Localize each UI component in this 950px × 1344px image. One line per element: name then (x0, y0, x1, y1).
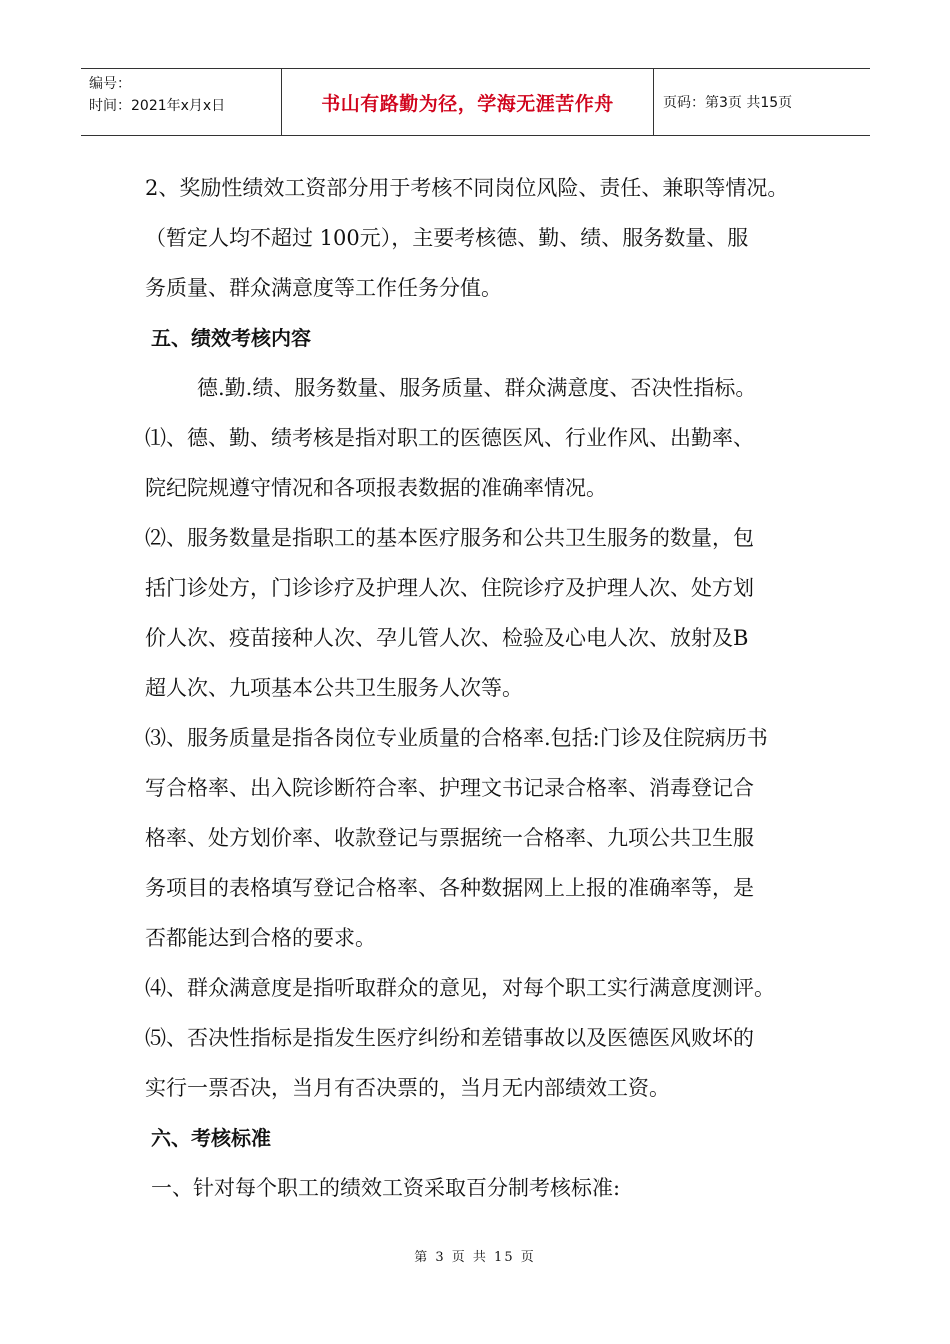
section-heading-5: 五、绩效考核内容 (151, 326, 311, 350)
paragraph-line: 否都能达到合格的要求。 (145, 926, 376, 950)
header-table (81, 68, 870, 136)
paragraph-line: 务项目的表格填写登记合格率、各种数据网上上报的准确率等，是 (145, 876, 754, 900)
paragraph-line: 务质量、群众满意度等工作任务分值。 (145, 276, 502, 300)
section-heading-6: 六、考核标准 (151, 1126, 271, 1150)
document-body (145, 163, 815, 1213)
paragraph-line: 一、针对每个职工的绩效工资采取百分制考核标准: (151, 1176, 621, 1200)
document-time-label: 时间：2021年x月x日 (89, 98, 226, 114)
paragraph-line: 实行一票否决，当月有否决票的，当月无内部绩效工资。 (145, 1076, 670, 1100)
paragraph-line: 价人次、疫苗接种人次、孕儿管人次、检验及心电人次、放射及B (145, 626, 749, 650)
paragraph-line: 格率、处方划价率、收款登记与票据统一合格率、九项公共卫生服 (145, 826, 754, 850)
paragraph-line: ⑴、德、勤、绩考核是指对职工的医德医风、行业作风、出勤率、 (145, 426, 754, 450)
header-meta-cell (81, 69, 282, 135)
page-footer: 第 3 页 共 15 页 (414, 1250, 536, 1265)
header-page-cell (654, 69, 870, 135)
paragraph-line: （暂定人均不超过 100元），主要考核德、勤、绩、服务数量、服 (145, 226, 749, 250)
header-motto-cell (282, 69, 654, 135)
document-number-label: 编号： (89, 76, 131, 92)
paragraph-line: 括门诊处方，门诊诊疗及护理人次、住院诊疗及护理人次、处方划 (145, 576, 754, 600)
header-motto: 书山有路勤为径，学海无涯苦作舟 (321, 92, 614, 115)
paragraph-line: ⑶、服务质量是指各岗位专业质量的合格率.包括:门诊及住院病历书 (145, 726, 768, 750)
paragraph-line: 2、奖励性绩效工资部分用于考核不同岗位风险、责任、兼职等情况。 (145, 176, 789, 200)
paragraph-line: ⑵、服务数量是指职工的基本医疗服务和公共卫生服务的数量，包 (145, 526, 754, 550)
paragraph-line: 写合格率、出入院诊断符合率、护理文书记录合格率、消毒登记合 (145, 776, 754, 800)
paragraph-line: 超人次、九项基本公共卫生服务人次等。 (145, 676, 523, 700)
paragraph-line: ⑸、否决性指标是指发生医疗纠纷和差错事故以及医德医风败坏的 (145, 1026, 754, 1050)
paragraph-line: ⑷、群众满意度是指听取群众的意见，对每个职工实行满意度测评。 (145, 976, 775, 1000)
paragraph-line: 德.勤.绩、服务数量、服务质量、群众满意度、否决性指标。 (197, 376, 757, 400)
header-page-info: 页码：第3页 共15页 (663, 95, 793, 111)
paragraph-line: 院纪院规遵守情况和各项报表数据的准确率情况。 (145, 476, 607, 500)
